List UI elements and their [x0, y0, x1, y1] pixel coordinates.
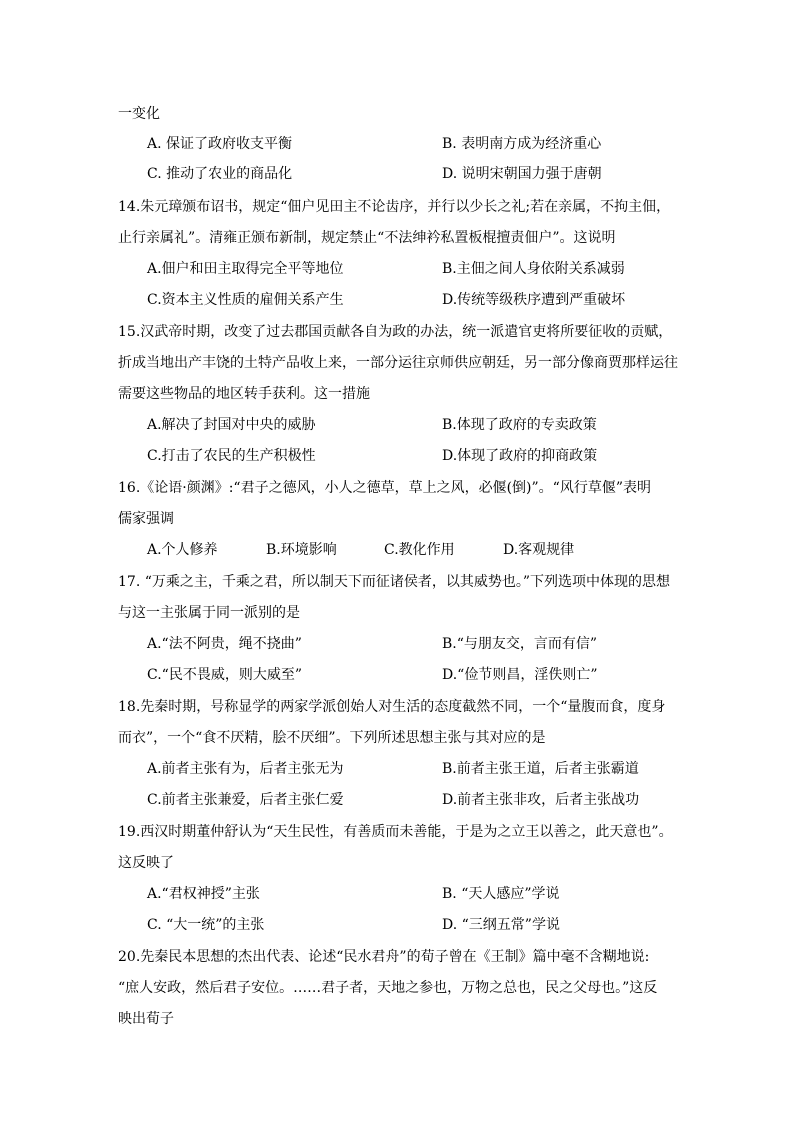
q15-option-d: D.体现了政府的抑商政策 [442, 448, 598, 464]
q18-option-b: B.前者主张王道，后者主张霸道 [442, 761, 639, 777]
q19-option-b: B. “天人感应”学说 [442, 886, 560, 902]
q19-option-a: A.“君权神授”主张 [147, 886, 260, 902]
q16-stem-line1: 16.《论语·颜渊》:“君子之德风，小人之德草，草上之风，必偃(倒)”。“风行草偃”表明 [118, 480, 651, 496]
q14-option-d: D.传统等级秩序遭到严重破坏 [442, 292, 626, 308]
q15-stem-line1: 15.汉武帝时期，改变了过去郡国贡献各自为政的办法，统一派遣官吏将所要征收的贡赋， [118, 324, 673, 340]
q17-option-d: D.“俭节则昌，淫佚则亡” [442, 667, 598, 683]
q16-option-b: B.环境影响 [266, 542, 337, 558]
q19-stem-line1: 19.西汉时期董仲舒认为“天生民性，有善质而未善能，于是为之立王以善之，此天意也”。 [118, 824, 673, 840]
q15-option-c: C.打击了农民的生产积极性 [147, 448, 316, 464]
q16-option-a: A.个人修养 [147, 542, 218, 558]
q16-option-c: C.教化作用 [384, 542, 455, 558]
q17-stem-line2: 与这一主张属于同一派别的是 [118, 605, 300, 621]
q17-option-c: C.“民不畏威，则大威至” [147, 667, 302, 683]
q13-option-d: D. 说明宋朝国力强于唐朝 [442, 166, 602, 182]
q14-option-c: C.资本主义性质的雇佣关系产生 [147, 292, 344, 308]
q17-option-a: A.“法不阿贵，绳不挠曲” [147, 636, 302, 652]
q18-option-d: D.前者主张非攻，后者主张战功 [442, 792, 640, 808]
q15-stem-line2: 折成当地出产丰饶的土特产品收上来，一部分运往京师供应朝廷，另一部分像商贾那样运往 [118, 355, 678, 371]
q15-option-b: B.体现了政府的专卖政策 [442, 417, 597, 433]
q18-option-a: A.前者主张有为，后者主张无为 [147, 761, 344, 777]
q18-option-c: C.前者主张兼爱，后者主张仁爱 [147, 792, 344, 808]
q13-option-c: C. 推动了农业的商品化 [147, 166, 293, 182]
q18-stem-line1: 18.先秦时期，号称显学的两家学派创始人对生活的态度截然不同，一个“量腹而食，度身 [118, 699, 666, 715]
q16-option-d: D.客观规律 [503, 542, 575, 558]
q13-option-a: A. 保证了政府收支平衡 [147, 136, 293, 152]
q15-stem-line3: 需要这些物品的地区转手获利。这一措施 [118, 386, 370, 402]
q15-option-a: A.解决了封国对中央的威胁 [147, 417, 316, 433]
q19-option-d: D. “三纲五常”学说 [442, 917, 560, 933]
q14-stem-line2: 止行亲属礼”。清雍正颁布新制，规定禁止“不法绅衿私置板棍擅责佃户”。这说明 [118, 230, 616, 246]
q16-stem-line2: 儒家强调 [118, 511, 174, 527]
q20-stem-line2: “庶人安政，然后君子安位。……君子者，天地之参也，万物之总也，民之父母也。”这反 [118, 980, 658, 996]
q13-stem-tail: 一变化 [118, 106, 160, 122]
q17-stem-line1: 17. “万乘之主，千乘之君，所以制天下而征诸侯者，以其威势也。”下列选项中体现的思想 [118, 574, 671, 590]
q20-stem-line1: 20.先秦民本思想的杰出代表、论述“民水君舟”的荀子曾在《王制》篇中毫不含糊地说: [118, 949, 650, 965]
q20-stem-line3: 映出荀子 [118, 1011, 174, 1027]
q18-stem-line2: 而衣”，一个“食不厌精，脍不厌细”。下列所述思想主张与其对应的是 [118, 730, 546, 746]
q19-stem-line2: 这反映了 [118, 855, 174, 871]
q19-option-c: C. “大一统”的主张 [147, 917, 265, 933]
q17-option-b: B.“与朋友交，言而有信” [442, 636, 598, 652]
q13-option-b: B. 表明南方成为经济重心 [442, 136, 602, 152]
q14-option-b: B.主佃之间人身依附关系减弱 [442, 261, 625, 277]
q14-stem-line1: 14.朱元璋颁布诏书，规定“佃户见田主不论齿序，并行以少长之礼;若在亲属，不拘主佃， [118, 199, 671, 215]
q14-option-a: A.佃户和田主取得完全平等地位 [147, 261, 344, 277]
